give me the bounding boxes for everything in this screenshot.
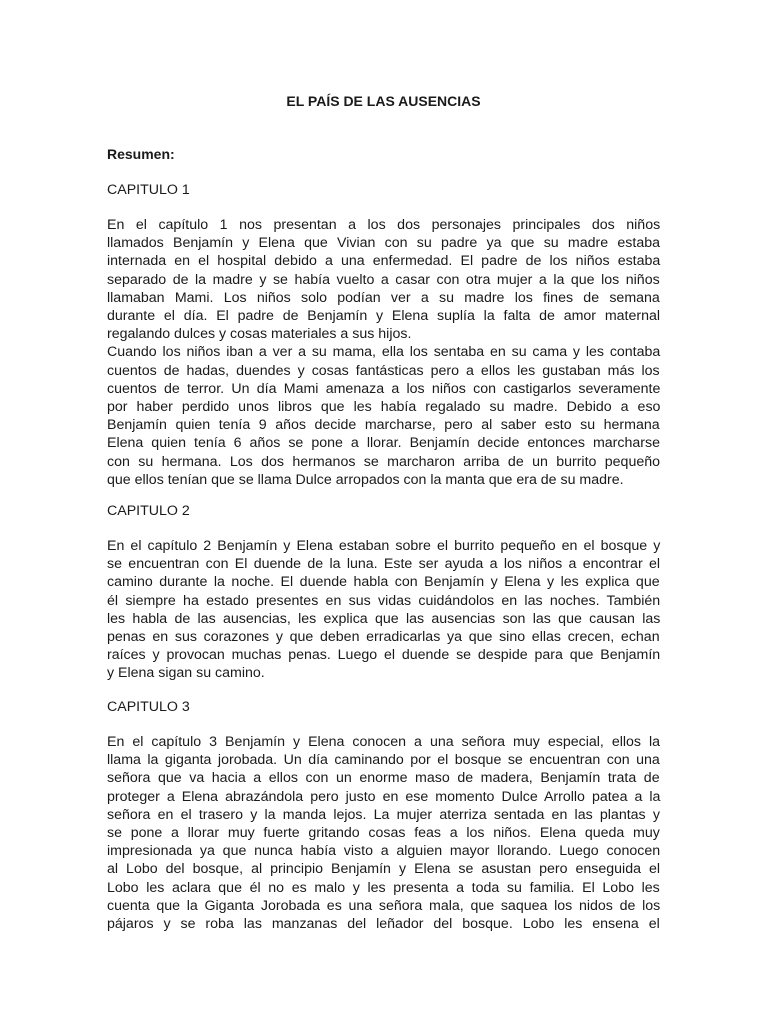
text-line: separado de la madre y se había vuelto a casar con otra mujer a la que los niños xyxy=(107,271,660,288)
chapter-3-heading: CAPITULO 3 xyxy=(107,699,190,715)
text-line: señora que va hacia a ellos con un enorme maso de madera, Benjamín trata de xyxy=(107,770,660,787)
text-line: se encuentran con El duende de la luna. Este ser ayuda a los niños a encontrar el xyxy=(107,556,661,573)
text-line: proteger a Elena abrazándola pero justo en ese momento Dulce Arrollo patea a la xyxy=(107,788,661,805)
text-line: él siempre ha estado presentes en sus vidas cuidándolos en las noches. También xyxy=(107,592,661,609)
text-line: regalando dulces y cosas materiales a sus hijos. xyxy=(107,326,412,343)
chapter-1-paragraph-1 xyxy=(107,216,660,343)
text-line: llamados Benjamín y Elena que Vivian con su padre ya que su madre estaba xyxy=(107,235,660,252)
text-line: y Elena sigan su camino. xyxy=(107,665,265,682)
text-line: se pone a llorar muy fuerte gritando cosas feas a los niños. Elena queda muy xyxy=(107,824,660,841)
text-line: señora en el trasero y la manda lejos. La mujer aterriza sentada en las plantas y xyxy=(107,806,660,823)
text-line: que ellos tenían que se llama Dulce arropados con la manta que era de su madre. xyxy=(107,471,624,488)
text-line: les habla de las ausencias, les explica que las ausencias son las que causan las xyxy=(107,610,661,627)
text-line: Lobo les aclara que él no es malo y les presenta a toda su familia. El Lobo les xyxy=(107,879,660,896)
document-title: EL PAÍS DE LAS AUSENCIAS xyxy=(286,93,481,109)
chapter-3-paragraph-1 xyxy=(107,733,660,933)
text-line: Elena quien tenía 6 años se pone a llorar. Benjamín decide entonces marcharse xyxy=(107,435,660,452)
text-line: impresionada ya que nunca había visto a alguien mayor llorando. Luego conocen xyxy=(107,843,661,860)
text-line: internada en el hospital debido a una enfermedad. El padre de los niños estaba xyxy=(107,253,661,270)
text-line: cuentos de terror. Un día Mami amenaza a los niños con castigarlos severamente xyxy=(107,380,661,397)
text-line: Cuando los niños iban a ver a su mama, ella los sentaba en su cama y les contaba xyxy=(107,344,661,361)
text-line: al Lobo del bosque, al principio Benjamín y Elena se asustan pero enseguida el xyxy=(107,861,661,878)
chapter-1-paragraph-2 xyxy=(107,343,660,489)
text-line: por haber perdido unos libros que les había regalado su madre. Debido a eso xyxy=(107,398,661,415)
text-line: durante el día. El padre de Benjamín y Elena suplía la falta de amor maternal xyxy=(107,307,661,324)
text-line: camino durante la noche. El duende habla con Benjamín y Elena y les explica que xyxy=(107,574,660,591)
text-line: En el capítulo 3 Benjamín y Elena conocen a una señora muy especial, ellos la xyxy=(107,734,661,750)
chapter-2-heading: CAPITULO 2 xyxy=(107,503,190,519)
text-line: En el capítulo 2 Benjamín y Elena estaban sobre el burrito pequeño en el bosque y xyxy=(107,538,661,554)
chapter-1-heading: CAPITULO 1 xyxy=(107,182,190,198)
text-line: con su hermana. Los dos hermanos se marcharon arriba de un burrito pequeño xyxy=(107,453,661,470)
text-line: penas en sus corazones y que deben erradicarlas ya que sino ellas crecen, echan xyxy=(107,628,660,645)
chapter-2-paragraph-1 xyxy=(107,537,660,683)
text-line: cuentos de hadas, duendes y cosas fantásticas pero a ellos les gustaban más los xyxy=(107,362,660,379)
text-line: llamaban Mami. Los niños solo podían ver a su madre los fines de semana xyxy=(107,289,660,306)
text-line: cuenta que la Giganta Jorobada es una señora mala, que saquea los nidos de los xyxy=(107,897,661,914)
text-line: raíces y provocan muchas penas. Luego el duende se despide para que Benjamín xyxy=(107,647,661,664)
text-line: Benjamín quien tenía 9 años decide marcharse, pero al saber esto su hermana xyxy=(107,417,660,434)
text-line: pájaros y se roba las manzanas del leñador del bosque. Lobo les ensena el xyxy=(107,915,660,932)
summary-label: Resumen: xyxy=(107,146,175,162)
text-line: llama la giganta jorobada. Un día caminando por el bosque se encuentran con una xyxy=(107,752,660,769)
text-line: En el capítulo 1 nos presentan a los dos personajes principales dos niños xyxy=(107,217,661,233)
